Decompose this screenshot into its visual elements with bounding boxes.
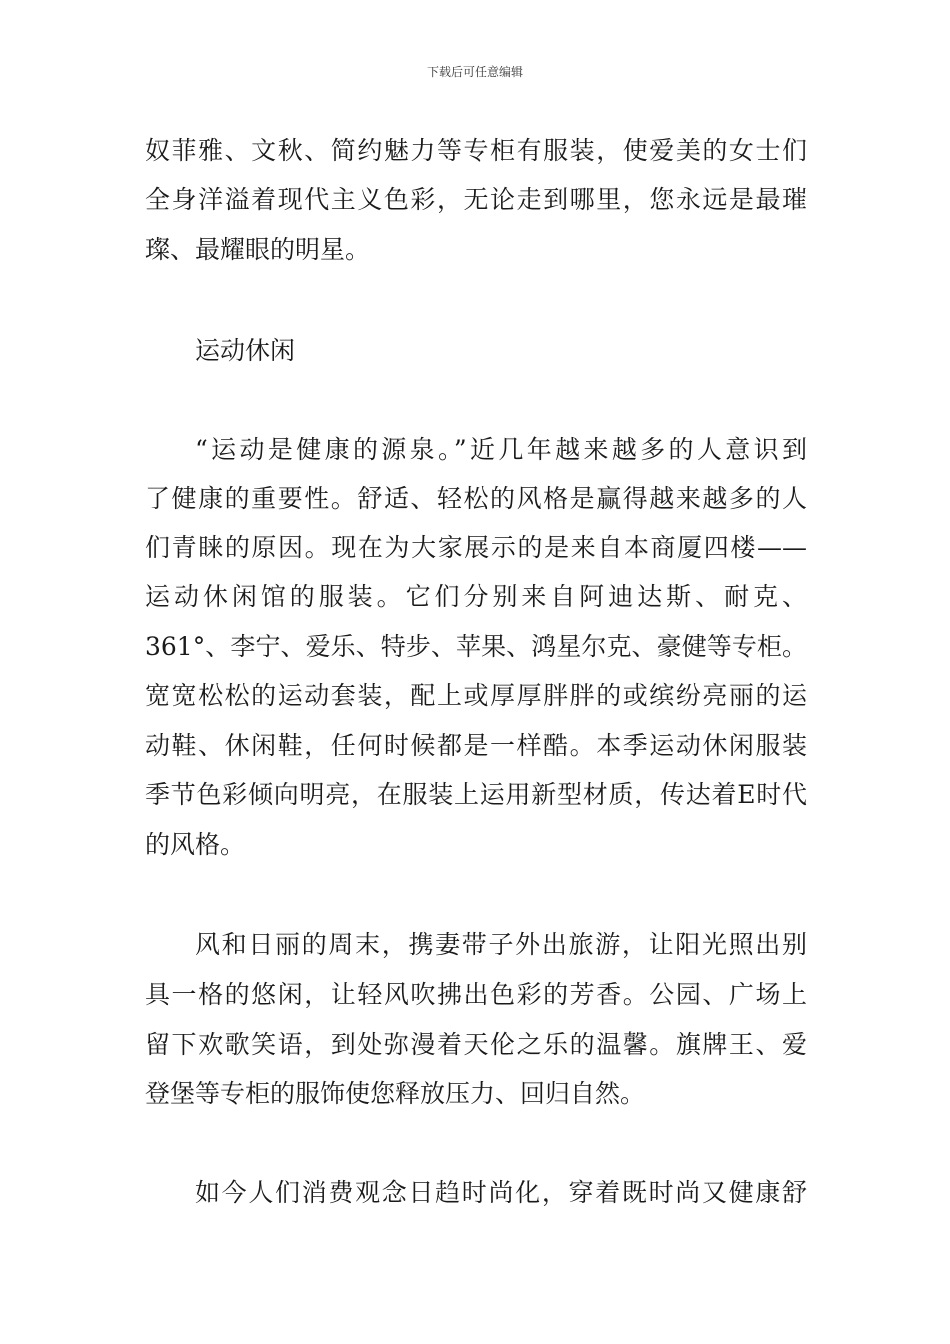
paragraph-2-line-8: 季节色彩倾向明亮，在服装上运用新型材质，传达着E时代 — [145, 780, 807, 809]
paragraph-2-line-6: 宽宽松松的运动套装，配上或厚厚胖胖的或缤纷亮丽的运 — [145, 681, 807, 710]
paragraph-2-line-5: 361°、李宁、爱乐、特步、苹果、鸿星尔克、豪健等专柜。 — [145, 632, 807, 661]
paragraph-3-line-3: 留下欢歌笑语，到处弥漫着天伦之乐的温馨。旗牌王、爱 — [145, 1030, 807, 1059]
paragraph-1-line-3: 璨、最耀眼的明星。 — [145, 235, 371, 264]
paragraph-2-line-9: 的风格。 — [145, 830, 246, 859]
paragraph-3-line-1: 风和日丽的周末，携妻带子外出旅游，让阳光照出别 — [195, 930, 807, 959]
paragraph-3-line-4: 登堡等专柜的服饰使您释放压力、回归自然。 — [145, 1079, 646, 1108]
paragraph-2-line-3: 们青睐的原因。现在为大家展示的是来自本商厦四楼—— — [145, 533, 807, 562]
paragraph-3-line-2: 具一格的悠闲，让轻风吹拂出色彩的芳香。公园、广场上 — [145, 980, 807, 1009]
paragraph-1-line-2: 全身洋溢着现代主义色彩，无论走到哪里，您永远是最璀 — [145, 185, 807, 214]
paragraph-1-line-1: 奴菲雅、文秋、简约魅力等专柜有服装，使爱美的女士们 — [145, 136, 807, 165]
page-header: 下载后可任意编辑 — [426, 65, 523, 79]
paragraph-2-line-1: “运动是健康的源泉。”近几年越来越多的人意识到 — [195, 435, 807, 464]
paragraph-2-line-7: 动鞋、休闲鞋，任何时候都是一样酷。本季运动休闲服装 — [145, 731, 807, 760]
paragraph-2-line-2: 了健康的重要性。舒适、轻松的风格是赢得越来越多的人 — [145, 484, 807, 513]
paragraph-2-line-4: 运动休闲馆的服装。它们分别来自阿迪达斯、耐克、 — [145, 582, 807, 611]
paragraph-4-line-1: 如今人们消费观念日趋时尚化，穿着既时尚又健康舒 — [195, 1178, 807, 1207]
section-heading: 运动休闲 — [195, 336, 296, 365]
